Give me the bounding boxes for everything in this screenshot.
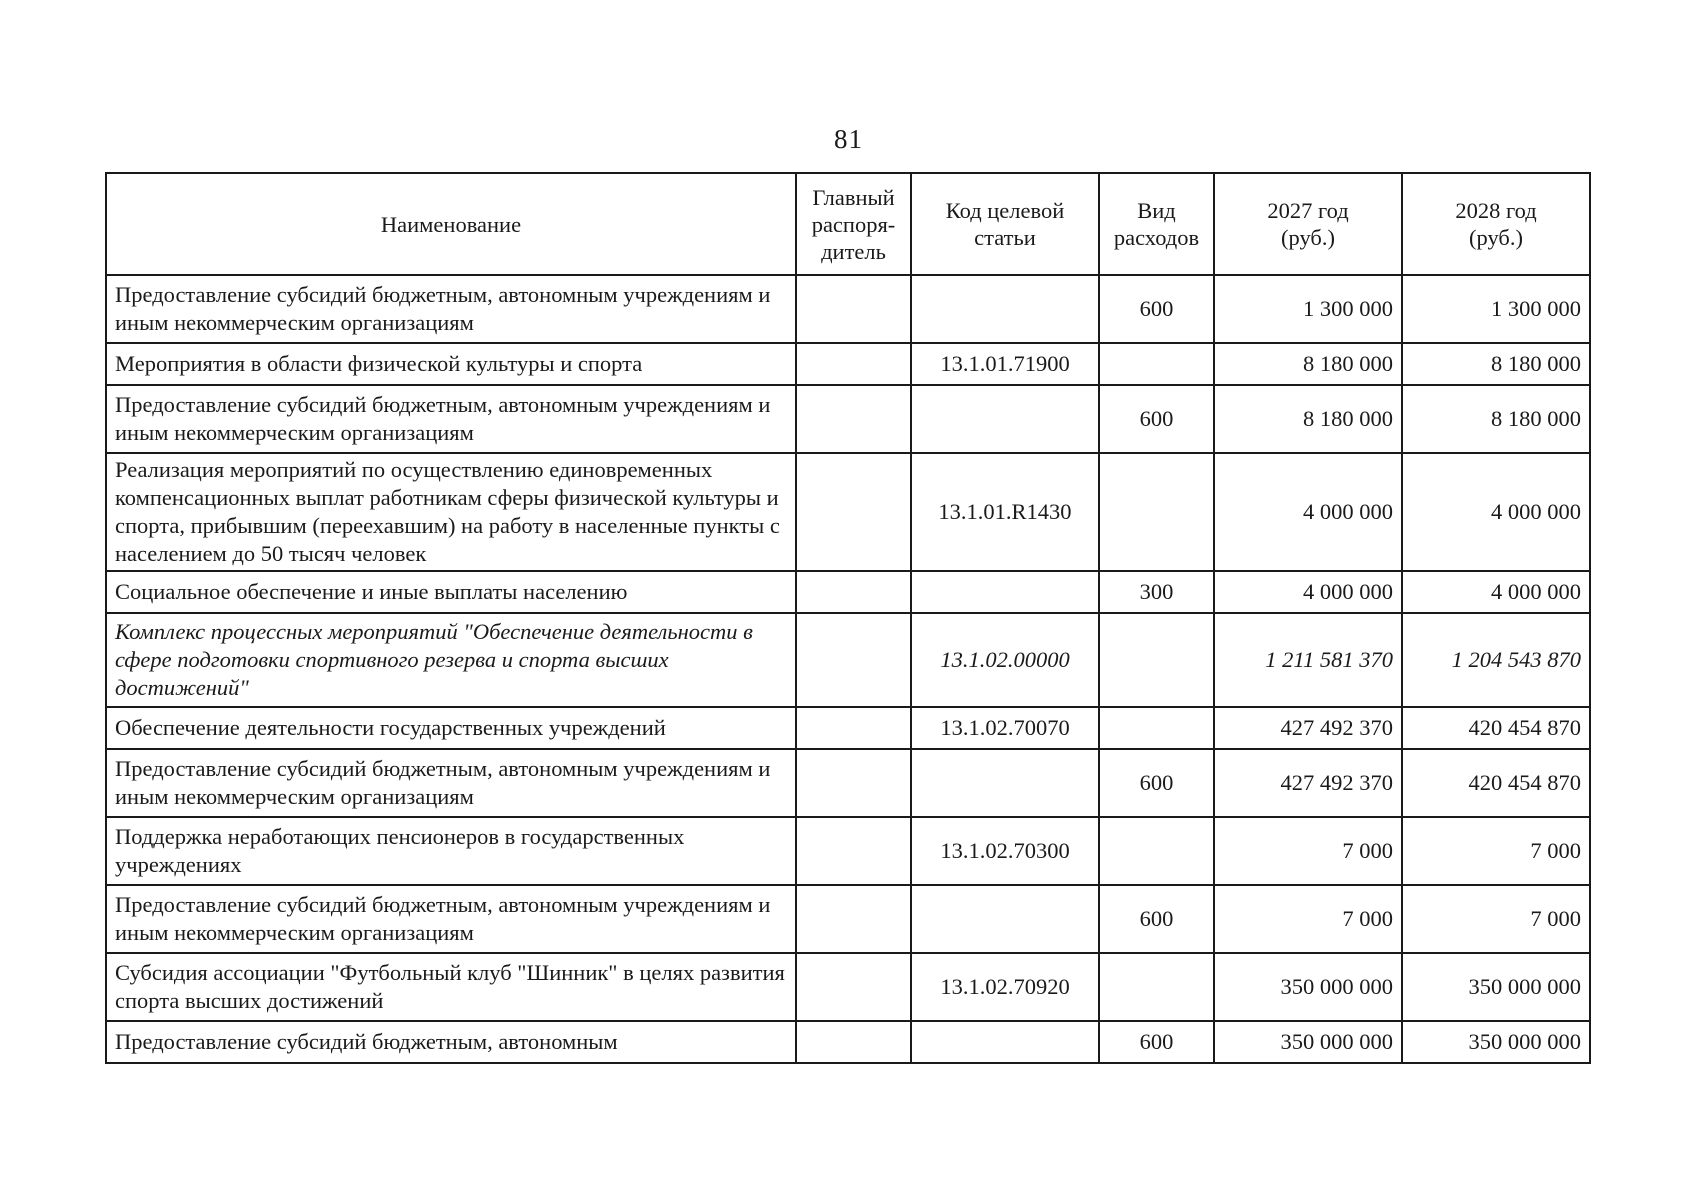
cell-year-2028: 7 000 [1402, 817, 1590, 885]
cell-expense-type [1099, 953, 1214, 1021]
cell-year-2027: 1 300 000 [1214, 275, 1402, 343]
table-row [106, 749, 1590, 817]
header-year-2027: 2027 год (руб.) [1214, 173, 1402, 275]
cell-target-code [911, 385, 1099, 453]
header-target-code: Код целевой статьи [911, 173, 1099, 275]
cell-year-2028: 7 000 [1402, 885, 1590, 953]
cell-expense-type: 300 [1099, 571, 1214, 613]
table-row [106, 453, 1590, 571]
cell-target-code [911, 749, 1099, 817]
cell-main-manager [796, 453, 911, 571]
cell-target-code: 13.1.01.R1430 [911, 453, 1099, 571]
table-row [106, 1021, 1590, 1063]
cell-year-2028: 8 180 000 [1402, 385, 1590, 453]
cell-main-manager [796, 343, 911, 385]
cell-name: Поддержка неработающих пенсионеров в государственных учреждениях [106, 817, 796, 885]
cell-year-2028: 4 000 000 [1402, 571, 1590, 613]
cell-expense-type: 600 [1099, 749, 1214, 817]
cell-expense-type: 600 [1099, 1021, 1214, 1063]
cell-expense-type: 600 [1099, 885, 1214, 953]
cell-year-2027: 7 000 [1214, 885, 1402, 953]
table-row [106, 953, 1590, 1021]
cell-main-manager [796, 571, 911, 613]
cell-year-2028: 420 454 870 [1402, 749, 1590, 817]
cell-year-2027: 4 000 000 [1214, 571, 1402, 613]
table-row [106, 275, 1590, 343]
cell-year-2028: 4 000 000 [1402, 453, 1590, 571]
table-row [106, 707, 1590, 749]
cell-name: Субсидия ассоциации "Футбольный клуб "Шинник" в целях развития спорта высших достижений [106, 953, 796, 1021]
cell-main-manager [796, 885, 911, 953]
page-number: 81 [834, 124, 863, 154]
cell-target-code [911, 1021, 1099, 1063]
header-expense-type: Вид расходов [1099, 173, 1214, 275]
cell-expense-type [1099, 817, 1214, 885]
cell-name: Мероприятия в области физической культуры и спорта [106, 343, 796, 385]
cell-name: Предоставление субсидий бюджетным, автономным учреждениям и иным некоммерческим организациям [106, 885, 796, 953]
header-year-2028: 2028 год (руб.) [1402, 173, 1590, 275]
cell-year-2028: 350 000 000 [1402, 953, 1590, 1021]
cell-name: Реализация мероприятий по осуществлению единовременных компенсационных выплат работникам сферы физической культуры и спорта, прибывшим (переехавшим) на работу в населенные пункты с населением до 50 тысяч человек [106, 453, 796, 571]
cell-target-code: 13.1.02.70300 [911, 817, 1099, 885]
cell-name: Предоставление субсидий бюджетным, автономным учреждениям и иным некоммерческим организациям [106, 749, 796, 817]
cell-main-manager [796, 613, 911, 707]
cell-name: Обеспечение деятельности государственных учреждений [106, 707, 796, 749]
cell-name: Предоставление субсидий бюджетным, автономным [106, 1021, 796, 1063]
table-row [106, 385, 1590, 453]
cell-target-code [911, 571, 1099, 613]
cell-expense-type [1099, 453, 1214, 571]
cell-year-2027: 8 180 000 [1214, 385, 1402, 453]
cell-target-code: 13.1.02.70070 [911, 707, 1099, 749]
cell-name: Социальное обеспечение и иные выплаты населению [106, 571, 796, 613]
cell-expense-type [1099, 613, 1214, 707]
cell-expense-type: 600 [1099, 275, 1214, 343]
cell-target-code: 13.1.01.71900 [911, 343, 1099, 385]
table-row [106, 885, 1590, 953]
table-header-row [106, 173, 1590, 275]
table-row [106, 817, 1590, 885]
cell-year-2028: 1 300 000 [1402, 275, 1590, 343]
cell-main-manager [796, 749, 911, 817]
header-main-manager: Главный распоря- дитель [796, 173, 911, 275]
cell-expense-type: 600 [1099, 385, 1214, 453]
cell-year-2027: 1 211 581 370 [1214, 613, 1402, 707]
cell-target-code [911, 275, 1099, 343]
table-body [106, 275, 1590, 1063]
cell-year-2028: 350 000 000 [1402, 1021, 1590, 1063]
cell-main-manager [796, 707, 911, 749]
cell-name: Предоставление субсидий бюджетным, автономным учреждениям и иным некоммерческим организациям [106, 275, 796, 343]
table-row [106, 613, 1590, 707]
cell-name: Предоставление субсидий бюджетным, автономным учреждениям и иным некоммерческим организациям [106, 385, 796, 453]
budget-table [105, 172, 1591, 1064]
cell-main-manager [796, 1021, 911, 1063]
cell-year-2027: 427 492 370 [1214, 707, 1402, 749]
cell-expense-type [1099, 707, 1214, 749]
header-name: Наименование [106, 173, 796, 275]
cell-name: Комплекс процессных мероприятий "Обеспечение деятельности в сфере подготовки спортивного резерва и спорта высших достижений" [106, 613, 796, 707]
cell-main-manager [796, 953, 911, 1021]
cell-year-2027: 350 000 000 [1214, 1021, 1402, 1063]
cell-target-code: 13.1.02.70920 [911, 953, 1099, 1021]
cell-target-code [911, 885, 1099, 953]
cell-year-2028: 420 454 870 [1402, 707, 1590, 749]
cell-expense-type [1099, 343, 1214, 385]
cell-year-2027: 4 000 000 [1214, 453, 1402, 571]
table-row [106, 343, 1590, 385]
cell-year-2027: 350 000 000 [1214, 953, 1402, 1021]
cell-year-2027: 427 492 370 [1214, 749, 1402, 817]
cell-main-manager [796, 385, 911, 453]
table-row [106, 571, 1590, 613]
cell-year-2027: 7 000 [1214, 817, 1402, 885]
cell-main-manager [796, 817, 911, 885]
cell-year-2027: 8 180 000 [1214, 343, 1402, 385]
cell-year-2028: 8 180 000 [1402, 343, 1590, 385]
cell-target-code: 13.1.02.00000 [911, 613, 1099, 707]
cell-main-manager [796, 275, 911, 343]
cell-year-2028: 1 204 543 870 [1402, 613, 1590, 707]
